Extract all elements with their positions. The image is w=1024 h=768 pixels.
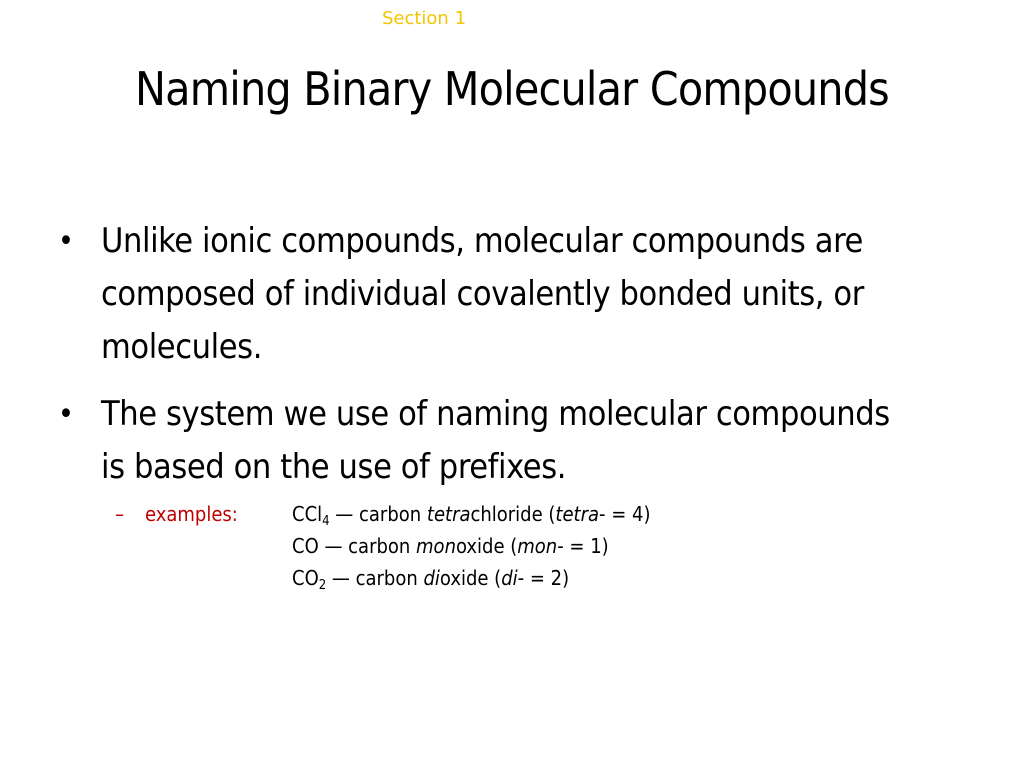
prefix-term: di: [501, 566, 518, 590]
slide-title: Naming Binary Molecular Compounds: [135, 62, 889, 116]
bullet-text: Unlike ionic compounds, molecular compounds are composed of individual covalently bonded units, or molecules.: [101, 221, 864, 367]
prefix: di: [423, 566, 440, 590]
separator: — carbon: [329, 502, 427, 526]
separator: — carbon: [318, 534, 417, 558]
example-line: [292, 498, 650, 530]
prefix: mon: [416, 534, 456, 558]
formula: CCl: [292, 502, 323, 526]
prefix-term: mon: [517, 534, 558, 558]
formula: CO: [292, 566, 319, 590]
examples-label: examples:: [145, 502, 238, 526]
formula: CO: [292, 534, 319, 558]
bullet-icon: •: [58, 224, 74, 259]
separator: — carbon: [326, 566, 424, 590]
bullet-icon: •: [58, 397, 74, 432]
name-rest: chloride (: [470, 502, 556, 526]
bullet-list: [56, 215, 956, 594]
bullet-text: The system we use of naming molecular compounds is based on the use of prefixes.: [101, 394, 890, 487]
name-rest: oxide (: [439, 566, 502, 590]
examples-list: [292, 498, 650, 594]
prefix: tetra: [426, 502, 471, 526]
example-line: [292, 562, 650, 594]
prefix-term: tetra: [555, 502, 600, 526]
prefix-value: - = 2): [517, 566, 570, 590]
dash-icon: –: [115, 502, 124, 526]
examples-subitem: [56, 498, 956, 594]
bullet-item: [56, 215, 901, 374]
name-rest: oxide (: [455, 534, 518, 558]
prefix-value: - = 4): [599, 502, 651, 526]
bullet-item: [56, 388, 901, 494]
section-label: Section 1: [381, 8, 467, 29]
example-line: [292, 530, 650, 562]
prefix-value: - = 1): [557, 534, 609, 558]
formula-subscript: 4: [322, 514, 330, 529]
formula-subscript: 2: [318, 578, 327, 593]
